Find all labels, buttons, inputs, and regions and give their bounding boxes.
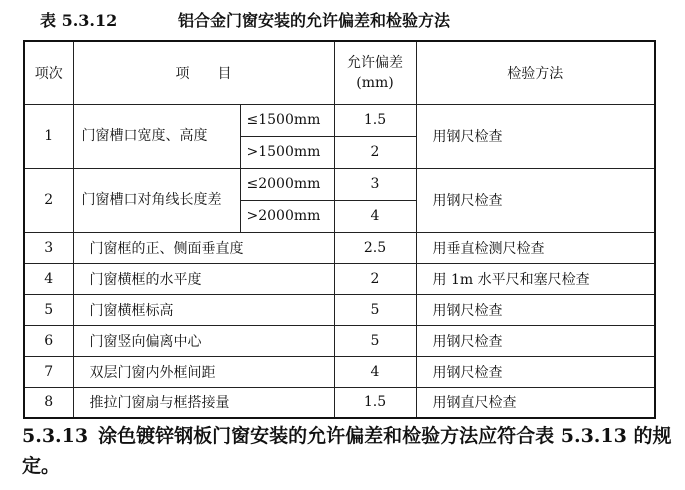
row-method: 用垂直检测尺检查 — [416, 232, 655, 263]
row-index: 8 — [24, 387, 73, 418]
row-method: 用钢尺检查 — [416, 325, 655, 356]
table-title: 铝合金门窗安装的允许偏差和检验方法 — [178, 11, 451, 30]
row-item: 门窗竖向偏离中心 — [73, 325, 334, 356]
row-tolerance: 1.5 — [334, 387, 416, 418]
row-tolerance: 5 — [334, 325, 416, 356]
row-condition: ≤1500mm — [240, 104, 334, 136]
row-condition: >1500mm — [240, 136, 334, 168]
table-caption — [40, 7, 450, 35]
row-item: 门窗横框标高 — [73, 294, 334, 325]
row-item: 门窗槽口宽度、高度 — [73, 104, 240, 168]
row-index: 4 — [24, 263, 73, 294]
table-row — [24, 232, 655, 263]
clause-text: 涂色镀锌钢板门窗安装的允许偏差和检验方法应符合表 5.3.13 的规定。 — [22, 425, 672, 477]
row-index: 6 — [24, 325, 73, 356]
table-row — [24, 325, 655, 356]
row-item: 推拉门窗扇与框搭接量 — [73, 387, 334, 418]
row-tolerance: 4 — [334, 356, 416, 387]
row-tolerance: 5 — [334, 294, 416, 325]
row-method: 用钢尺检查 — [416, 356, 655, 387]
clause-paragraph — [22, 421, 672, 481]
row-tolerance: 2.5 — [334, 232, 416, 263]
row-index: 3 — [24, 232, 73, 263]
row-item: 门窗横框的水平度 — [73, 263, 334, 294]
row-item: 门窗槽口对角线长度差 — [73, 168, 240, 232]
row-method: 用钢尺检查 — [416, 294, 655, 325]
row-method: 用钢尺检查 — [416, 168, 655, 232]
header-item: 项 目 — [73, 41, 334, 104]
row-condition: >2000mm — [240, 200, 334, 232]
row-method: 用钢直尺检查 — [416, 387, 655, 418]
header-method: 检验方法 — [416, 41, 655, 104]
row-tolerance: 2 — [334, 136, 416, 168]
row-index: 2 — [24, 168, 73, 232]
table-row — [24, 356, 655, 387]
row-tolerance: 3 — [334, 168, 416, 200]
table-row — [24, 104, 655, 136]
tolerance-table — [23, 40, 656, 419]
row-method: 用钢尺检查 — [416, 104, 655, 168]
header-index: 项次 — [24, 41, 73, 104]
row-tolerance: 2 — [334, 263, 416, 294]
row-item: 门窗框的正、侧面垂直度 — [73, 232, 334, 263]
table-row — [24, 387, 655, 418]
table-header-row — [24, 41, 655, 104]
row-item: 双层门窗内外框间距 — [73, 356, 334, 387]
clause-number: 5.3.13 — [22, 425, 89, 447]
header-tolerance: 允许偏差 (mm) — [334, 41, 416, 104]
row-index: 5 — [24, 294, 73, 325]
row-tolerance: 4 — [334, 200, 416, 232]
row-method: 用 1m 水平尺和塞尺检查 — [416, 263, 655, 294]
table-row — [24, 294, 655, 325]
table-row — [24, 168, 655, 200]
table-number: 表 5.3.12 — [40, 11, 118, 30]
table-row — [24, 263, 655, 294]
row-index: 7 — [24, 356, 73, 387]
row-condition: ≤2000mm — [240, 168, 334, 200]
row-tolerance: 1.5 — [334, 104, 416, 136]
row-index: 1 — [24, 104, 73, 168]
